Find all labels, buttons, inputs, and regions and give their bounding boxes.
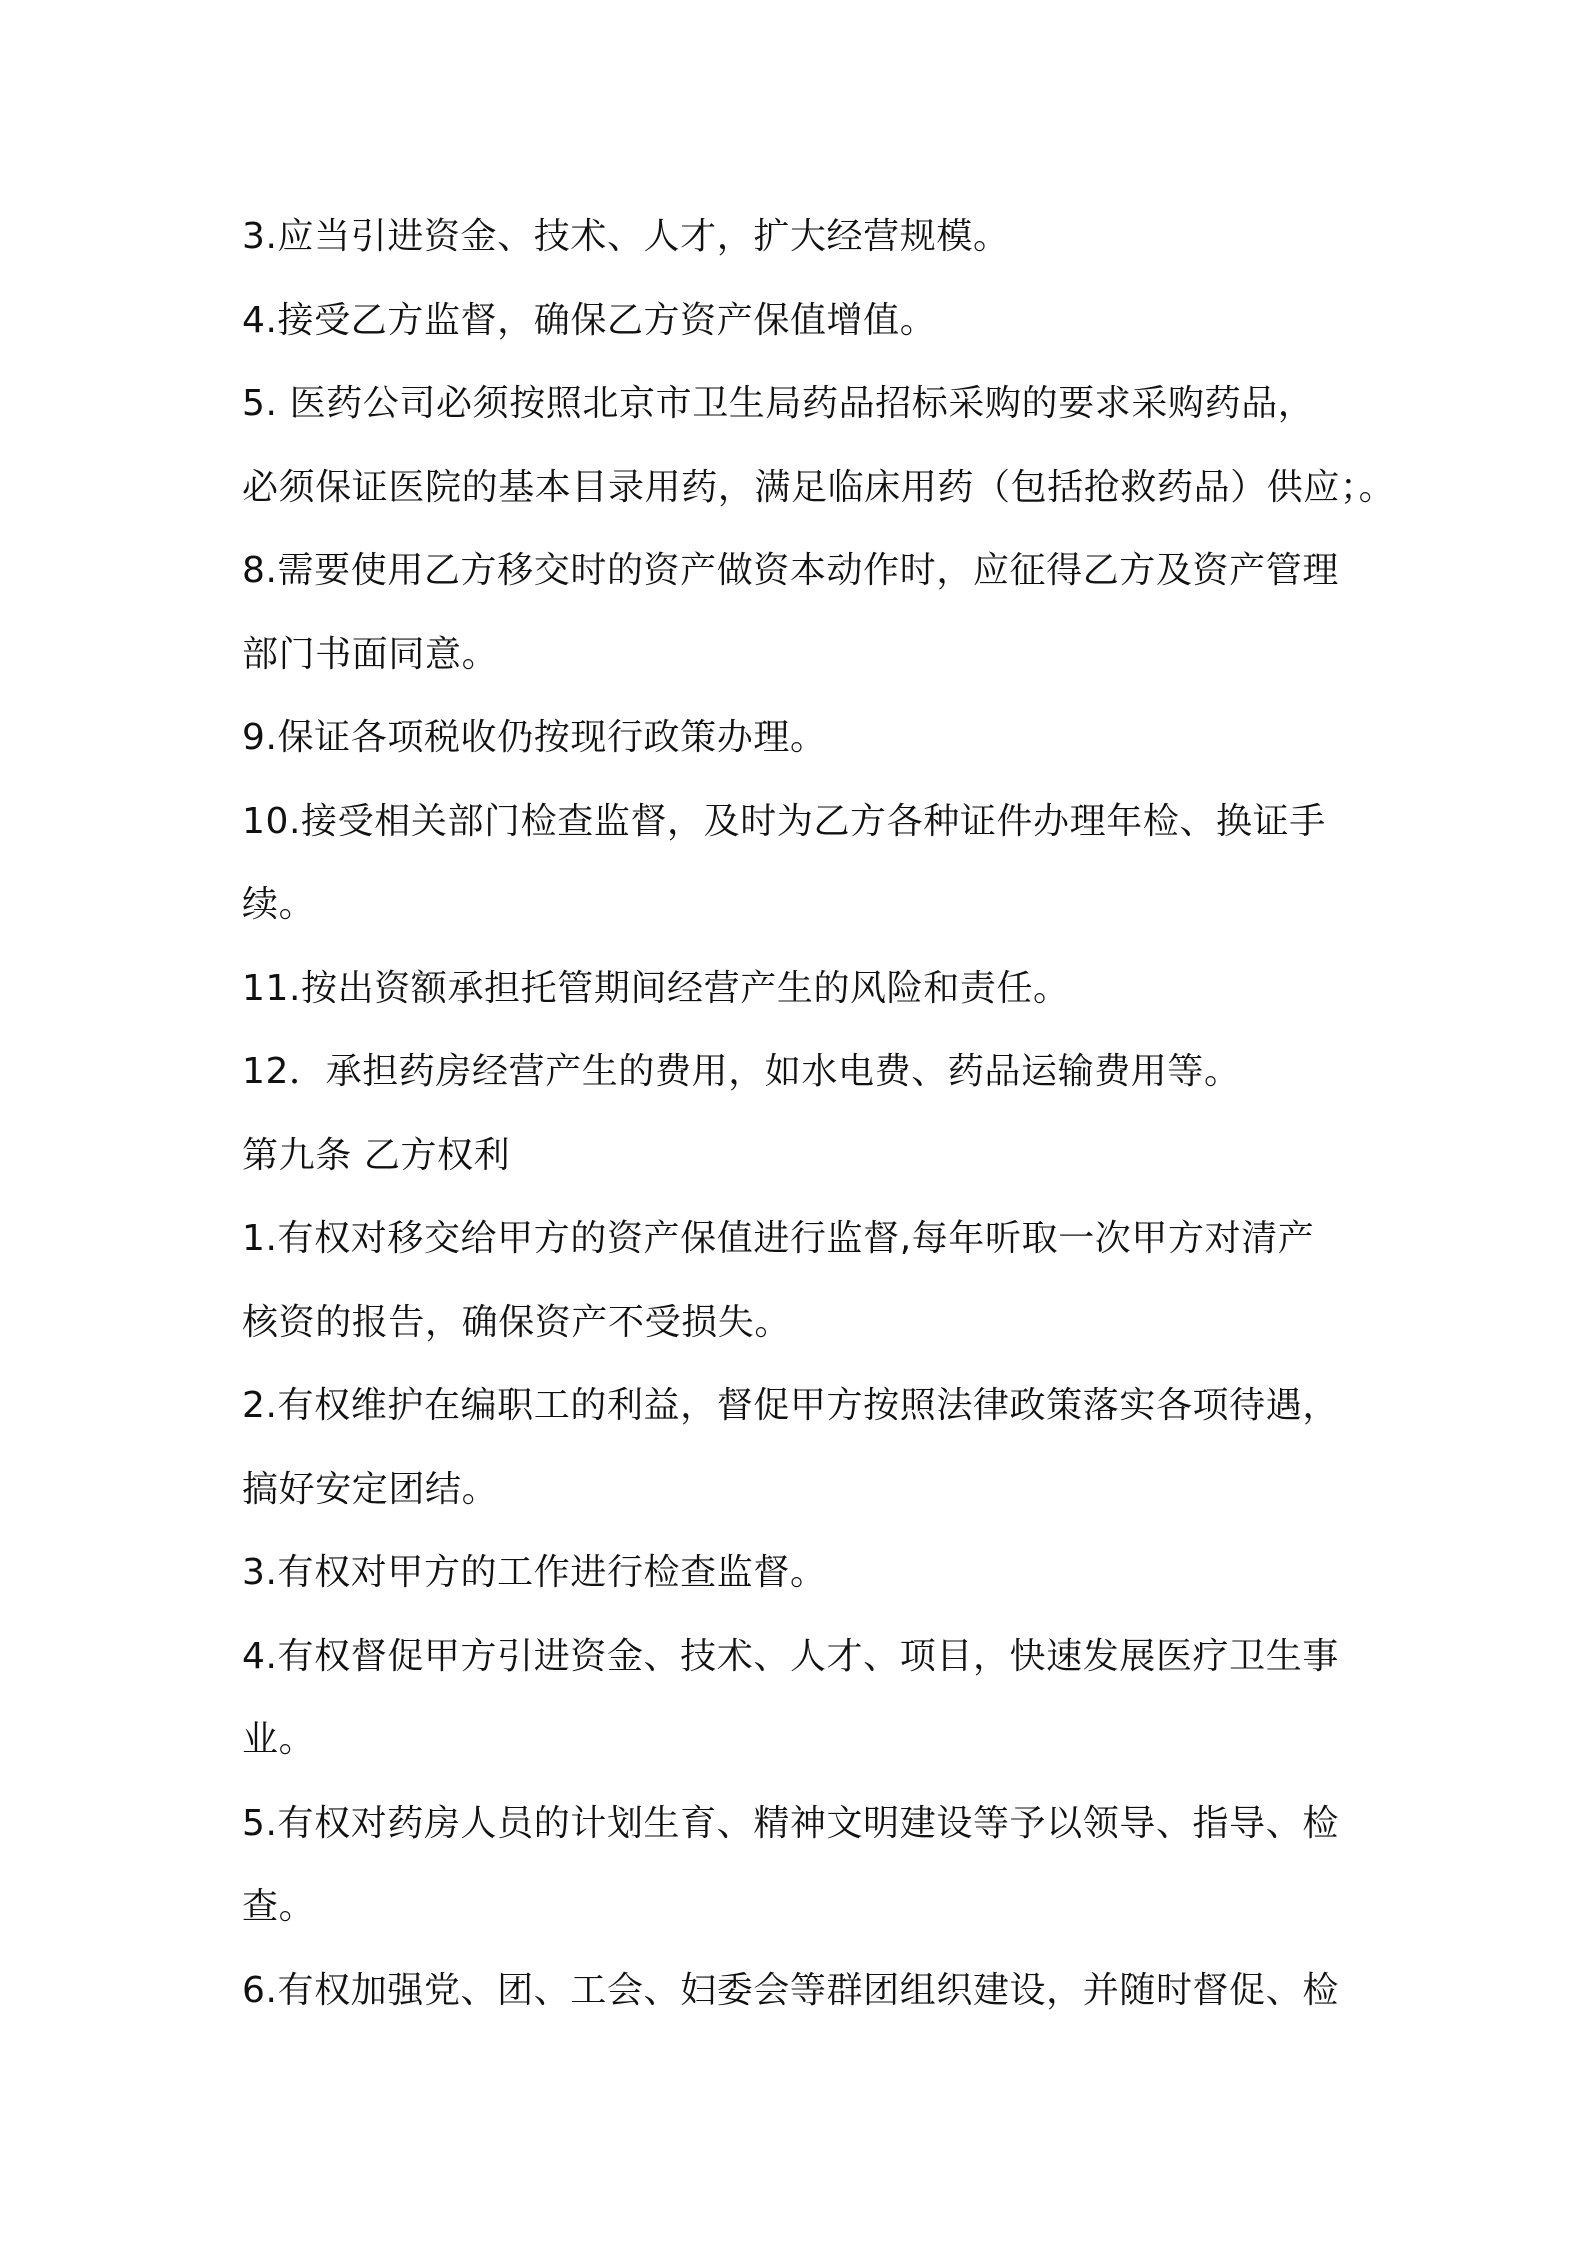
text-line: 8.需要使用乙方移交时的资产做资本动作时，应征得乙方及资产管理 (242, 550, 1339, 591)
section-heading: 第九条 乙方权利 (242, 1134, 511, 1176)
text-line: 9.保证各项税收仍按现行政策办理。 (242, 717, 827, 758)
text-line: 6.有权加强党、团、工会、妇委会等群团组织建设，并随时督促、检 (242, 1969, 1339, 2011)
text-line: 3.应当引进资金、技术、人才，扩大经营规模。 (242, 216, 1010, 257)
text-line: 业。 (242, 1719, 316, 1760)
text-line: 查。 (242, 1886, 316, 1927)
text-line: 续。 (242, 884, 316, 925)
text-line: 搞好安定团结。 (242, 1468, 499, 1510)
text-line: 2.有权维护在编职工的利益，督促甲方按照法律政策落实各项待遇， (242, 1385, 1339, 1426)
document-body (242, 195, 1396, 2032)
text-line: 部门书面同意。 (242, 633, 499, 675)
text-line: 5. 医药公司必须按照北京市卫生局药品招标采购的要求采购药品， (242, 383, 1315, 424)
text-line: 5.有权对药房人员的计划生育、精神文明建设等予以领导、指导、检 (242, 1802, 1339, 1844)
text-line: 4.接受乙方监督，确保乙方资产保值增值。 (242, 299, 937, 341)
text-line: 12．承担药房经营产生的费用，如水电费、药品运输费用等。 (242, 1051, 1241, 1092)
text-line: 11.按出资额承担托管期间经营产生的风险和责任。 (242, 967, 1070, 1009)
text-line: 1.有权对移交给甲方的资产保值进行监督,每年听取一次甲方对清产 (242, 1218, 1315, 1259)
text-line: 3.有权对甲方的工作进行检查监督。 (242, 1552, 827, 1593)
text-line: 10.接受相关部门检查监督，及时为乙方各种证件办理年检、换证手 (242, 800, 1326, 842)
text-line: 必须保证医院的基本目录用药，满足临床用药（包括抢救药品）供应；。 (242, 466, 1396, 508)
text-line: 4.有权督促甲方引进资金、技术、人才、项目，快速发展医疗卫生事 (242, 1635, 1339, 1677)
text-line: 核资的报告，确保资产不受损失。 (242, 1301, 792, 1343)
